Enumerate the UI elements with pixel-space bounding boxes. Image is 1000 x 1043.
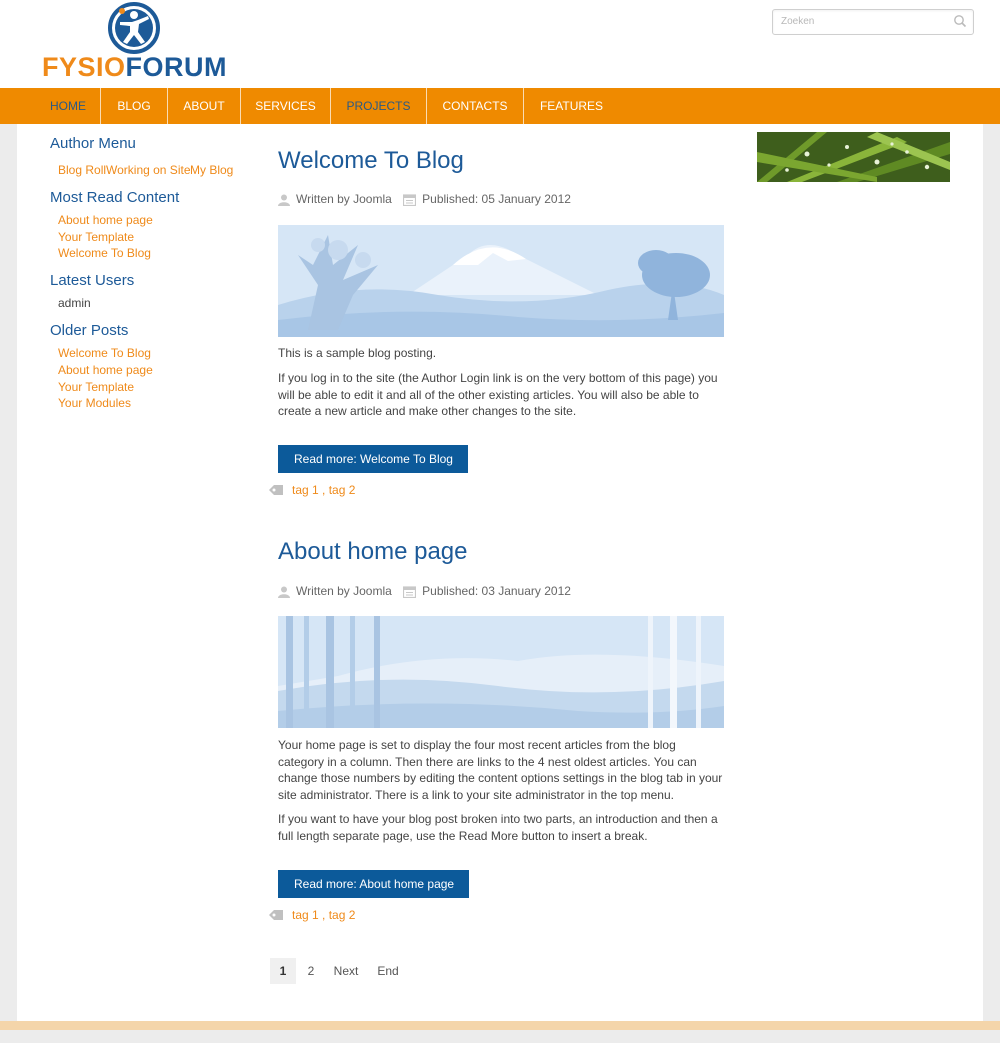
article-published: Published: 03 January 2012: [422, 584, 571, 598]
older-posts-link[interactable]: Welcome To Blog: [58, 346, 151, 360]
author-menu-link-my-blog[interactable]: My Blog: [190, 163, 234, 177]
read-more-button[interactable]: Read more: Welcome To Blog: [278, 445, 468, 473]
pagination-next[interactable]: Next: [333, 964, 359, 978]
older-posts-title: Older Posts: [50, 322, 129, 339]
article-author: Written by Joomla: [296, 584, 392, 598]
user-icon: [278, 194, 290, 206]
search-icon[interactable]: [953, 14, 967, 28]
tag-link[interactable]: tag 1: [292, 908, 319, 922]
older-posts-link[interactable]: Your Template: [58, 380, 135, 394]
calendar-icon: [403, 586, 416, 598]
tag-icon: [269, 485, 283, 495]
tag-link[interactable]: tag 2: [328, 483, 356, 497]
tag-link[interactable]: tag 1: [292, 483, 319, 497]
pagination-end[interactable]: End: [377, 964, 399, 978]
article-paragraph: This is a sample blog posting.: [278, 346, 437, 360]
site-logo[interactable]: [40, 2, 240, 82]
most-read-link[interactable]: Welcome To Blog: [58, 246, 151, 260]
sidebar-image-grass: [757, 132, 950, 182]
most-read-link[interactable]: Your Template: [58, 230, 135, 244]
nav-home[interactable]: HOME: [36, 88, 101, 124]
calendar-icon: [403, 194, 416, 206]
nav-projects[interactable]: PROJECTS: [331, 88, 427, 124]
author-menu-title: Author Menu: [50, 135, 136, 152]
older-posts-link[interactable]: Your Modules: [58, 396, 131, 410]
search-box: [772, 9, 974, 35]
nav-services[interactable]: SERVICES: [241, 88, 331, 124]
nav-contacts[interactable]: CONTACTS: [427, 88, 524, 124]
pagination-page[interactable]: 2: [307, 964, 315, 978]
tag-icon: [269, 910, 283, 920]
nav-about[interactable]: ABOUT: [168, 88, 241, 124]
article-published: Published: 05 January 2012: [422, 192, 571, 206]
logo-wordmark-part1: FYSIO: [42, 52, 126, 82]
article-paragraph: If you log in to the site (the Author Login link is on the very bottom of this page) you will be able to edit it and all of the other existing articles. You will also be able to create a new article and make other changes to the site.: [278, 371, 718, 419]
older-posts-link[interactable]: About home page: [58, 363, 153, 377]
latest-user-name: admin: [58, 296, 91, 310]
article-meta: [278, 584, 571, 598]
read-more-button[interactable]: Read more: About home page: [278, 870, 469, 898]
search-input[interactable]: [773, 10, 959, 32]
most-read-title: Most Read Content: [50, 189, 180, 206]
article-meta: [278, 192, 571, 206]
main-nav: [0, 88, 1000, 124]
author-menu-link-blog-roll[interactable]: Blog Roll: [58, 163, 107, 177]
author-menu-link-working-on-site[interactable]: Working on Site: [106, 163, 191, 177]
article-tags: tag 1 , tag 2: [292, 908, 356, 922]
article-tags: tag 1 , tag 2: [292, 483, 356, 497]
user-icon: [278, 586, 290, 598]
article-title[interactable]: About home page: [278, 538, 468, 565]
most-read-link[interactable]: About home page: [58, 213, 153, 227]
article-image-bamboo: [278, 616, 724, 728]
footer-bar: [0, 1021, 1000, 1030]
article-author: Written by Joomla: [296, 192, 392, 206]
logo-icon: [108, 2, 160, 54]
nav-blog[interactable]: BLOG: [101, 88, 168, 124]
article-title[interactable]: Welcome To Blog: [278, 147, 464, 174]
latest-users-title: Latest Users: [50, 272, 135, 289]
logo-wordmark: [42, 52, 227, 83]
logo-wordmark-part2: FORUM: [125, 52, 227, 82]
tag-link[interactable]: tag 2: [328, 908, 356, 922]
article-paragraph: If you want to have your blog post broken into two parts, an introduction and then a full length separate page, use the Read More button to insert a break.: [278, 812, 718, 843]
pagination-page-current[interactable]: 1: [270, 958, 296, 984]
article-paragraph: Your home page is set to display the four most recent articles from the blog category in a column. Then there are links to the 4 nest oldest articles. You can change those numbers by editing the content options settings in the blog tab in your site administrator. There is a link to your site administrator in the top menu.: [278, 738, 723, 802]
nav-features[interactable]: FEATURES: [539, 99, 604, 113]
article-image-mountain: [278, 225, 724, 337]
